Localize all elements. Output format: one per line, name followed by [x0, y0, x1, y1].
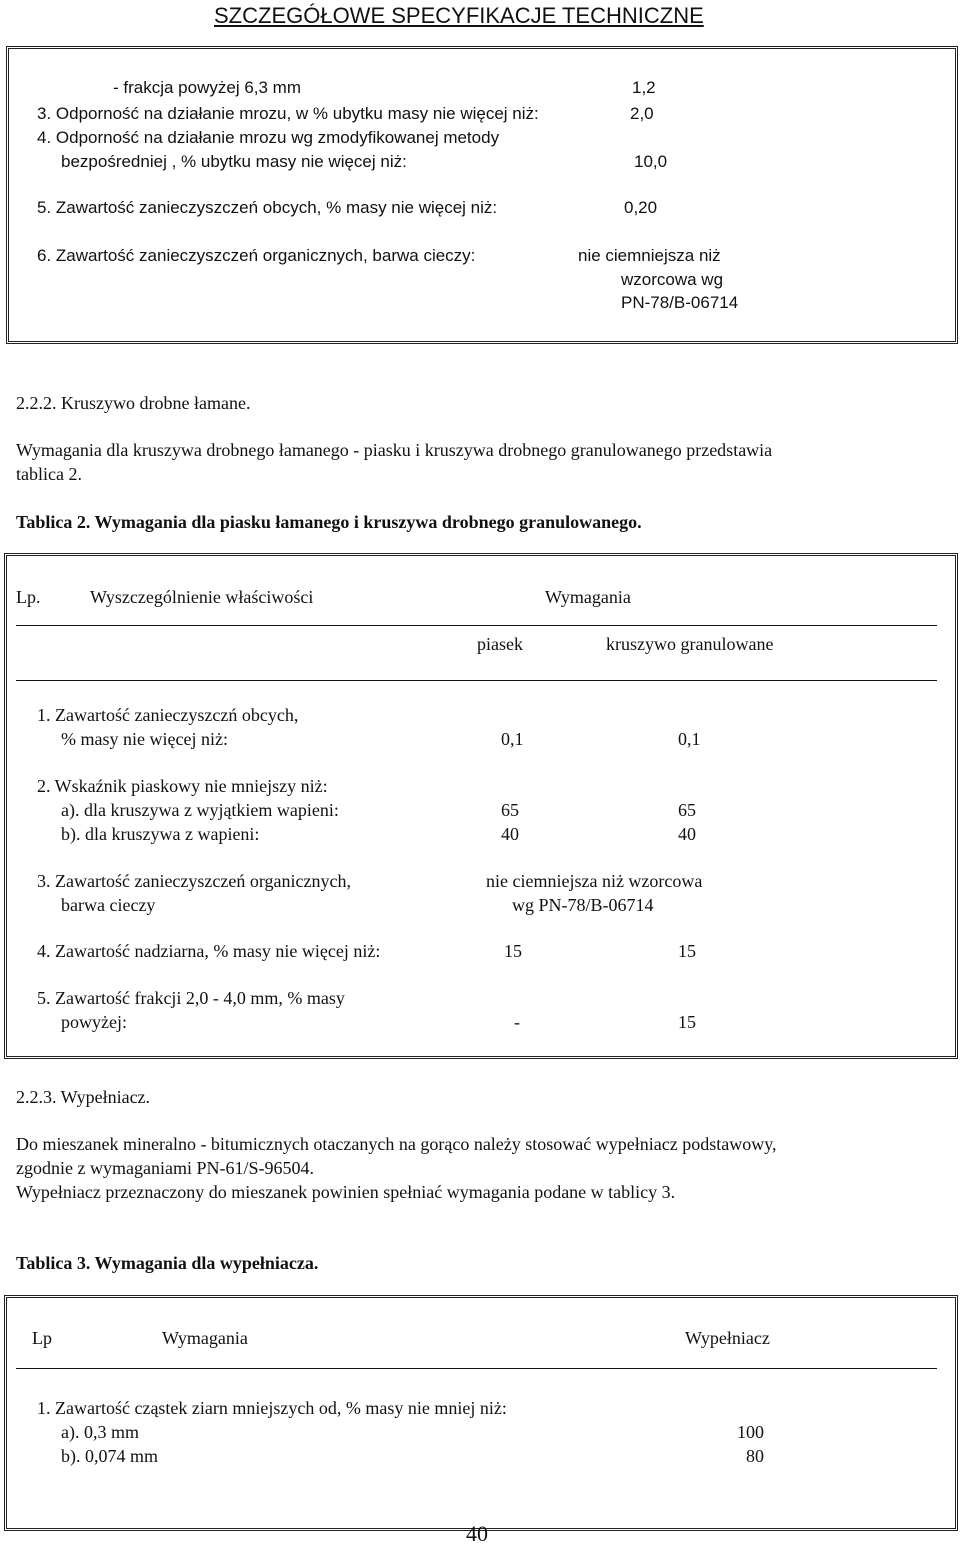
- table1-row-label: 4. Odporność na działanie mrozu wg zmodyfikowanej metody: [37, 128, 500, 147]
- table3-cell: a). 0,3 mm: [61, 1422, 139, 1442]
- table2-cell: 40: [501, 824, 519, 844]
- table2-cell: 40: [678, 824, 696, 844]
- table1-row-label: - frakcja powyżej 6,3 mm: [113, 78, 301, 97]
- page-number: 40: [466, 1521, 488, 1546]
- section-heading: 2.2.3. Wypełniacz.: [16, 1087, 151, 1107]
- table1-row-value: 0,20: [624, 198, 658, 217]
- table1-row-value: nie ciemniejsza niż: [578, 246, 721, 265]
- table2-cell: % masy nie więcej niż:: [61, 729, 228, 749]
- table2-cell: 3. Zawartość zanieczyszczeń organicznych,: [37, 871, 351, 891]
- paragraph-line: zgodnie z wymaganiami PN-61/S-96504.: [16, 1158, 314, 1178]
- table1-row-label: 3. Odporność na działanie mrozu, w % ubytku masy nie więcej niż:: [37, 104, 539, 123]
- table2-cell: a). dla kruszywa z wyjątkiem wapieni:: [61, 800, 339, 820]
- table2-cell: 15: [504, 941, 522, 961]
- table3-cell: 1. Zawartość cząstek ziarn mniejszych od, % masy nie mniej niż:: [37, 1398, 507, 1418]
- table2-cell: 0,1: [678, 729, 701, 749]
- table2-cell: 15: [678, 1012, 696, 1032]
- table1-row-label: bezpośredniej , % ubytku masy nie więcej niż:: [61, 152, 407, 171]
- table3-cell: b). 0,074 mm: [61, 1446, 158, 1466]
- table2-cell: nie ciemniejsza niż wzorcowa: [486, 871, 703, 891]
- table2-header-sand: piasek: [477, 634, 523, 654]
- table2-header-granulated: kruszywo granulowane: [606, 634, 774, 654]
- table1-row-value: wzorcowa wg: [621, 270, 724, 289]
- table2-cell: 4. Zawartość nadziarna, % masy nie więcej niż:: [37, 941, 381, 961]
- table2-cell: 65: [501, 800, 519, 820]
- table1-row-label: 5. Zawartość zanieczyszczeń obcych, % masy nie więcej niż:: [37, 198, 498, 217]
- table2-cell: 0,1: [501, 729, 524, 749]
- table1-row-label: 6. Zawartość zanieczyszczeń organicznych, barwa cieczy:: [37, 246, 476, 265]
- table2-cell: powyżej:: [61, 1012, 127, 1032]
- table2-rule: [16, 625, 937, 626]
- section-heading: 2.2.2. Kruszywo drobne łamane.: [16, 393, 251, 413]
- table3-header-requirements: Wymagania: [162, 1328, 248, 1348]
- table3-header-filler: Wypełniacz: [685, 1328, 770, 1348]
- table2-header-lp: Lp.: [16, 587, 41, 607]
- table2-cell: 2. Wskaźnik piaskowy nie mniejszy niż:: [37, 776, 328, 796]
- page-title: SZCZEGÓŁOWE SPECYFIKACJE TECHNICZNE: [214, 3, 704, 28]
- table2-cell: 15: [678, 941, 696, 961]
- table1-row-value: 1,2: [632, 78, 656, 97]
- table2-cell: barwa cieczy: [61, 895, 156, 915]
- paragraph-line: tablica 2.: [16, 464, 82, 484]
- table2-cell: 65: [678, 800, 696, 820]
- table3-header-lp: Lp: [32, 1328, 52, 1348]
- paragraph-line: Do mieszanek mineralno - bitumicznych otaczanych na gorąco należy stosować wypełniacz podstawowy,: [16, 1134, 777, 1154]
- table2-cell: wg PN-78/B-06714: [512, 895, 654, 915]
- table2-cell: 1. Zawartość zanieczyszczń obcych,: [37, 705, 299, 725]
- table3-cell: 80: [746, 1446, 764, 1466]
- table1-row-value: 10,0: [634, 152, 668, 171]
- table2-cell: -: [514, 1012, 520, 1032]
- table2-rule: [16, 680, 937, 681]
- table2-header-requirements: Wymagania: [545, 587, 631, 607]
- table2-cell: 5. Zawartość frakcji 2,0 - 4,0 mm, % masy: [37, 988, 345, 1008]
- table3-rule: [16, 1368, 937, 1369]
- table2-cell: b). dla kruszywa z wapieni:: [61, 824, 260, 844]
- table-caption: Tablica 3. Wymagania dla wypełniacza.: [16, 1253, 319, 1273]
- table-caption: Tablica 2. Wymagania dla piasku łamanego i kruszywa drobnego granulowanego.: [16, 512, 642, 532]
- table1-row-value: 2,0: [630, 104, 654, 123]
- table3-cell: 100: [737, 1422, 764, 1442]
- paragraph-line: Wymagania dla kruszywa drobnego łamanego - piasku i kruszywa drobnego granulowanego przedstawia: [16, 440, 773, 460]
- table1-row-value: PN-78/B-06714: [621, 293, 739, 312]
- table2-header-property: Wyszczególnienie właściwości: [90, 587, 314, 607]
- paragraph-line: Wypełniacz przeznaczony do mieszanek powinien spełniać wymagania podane w tablicy 3.: [16, 1182, 676, 1202]
